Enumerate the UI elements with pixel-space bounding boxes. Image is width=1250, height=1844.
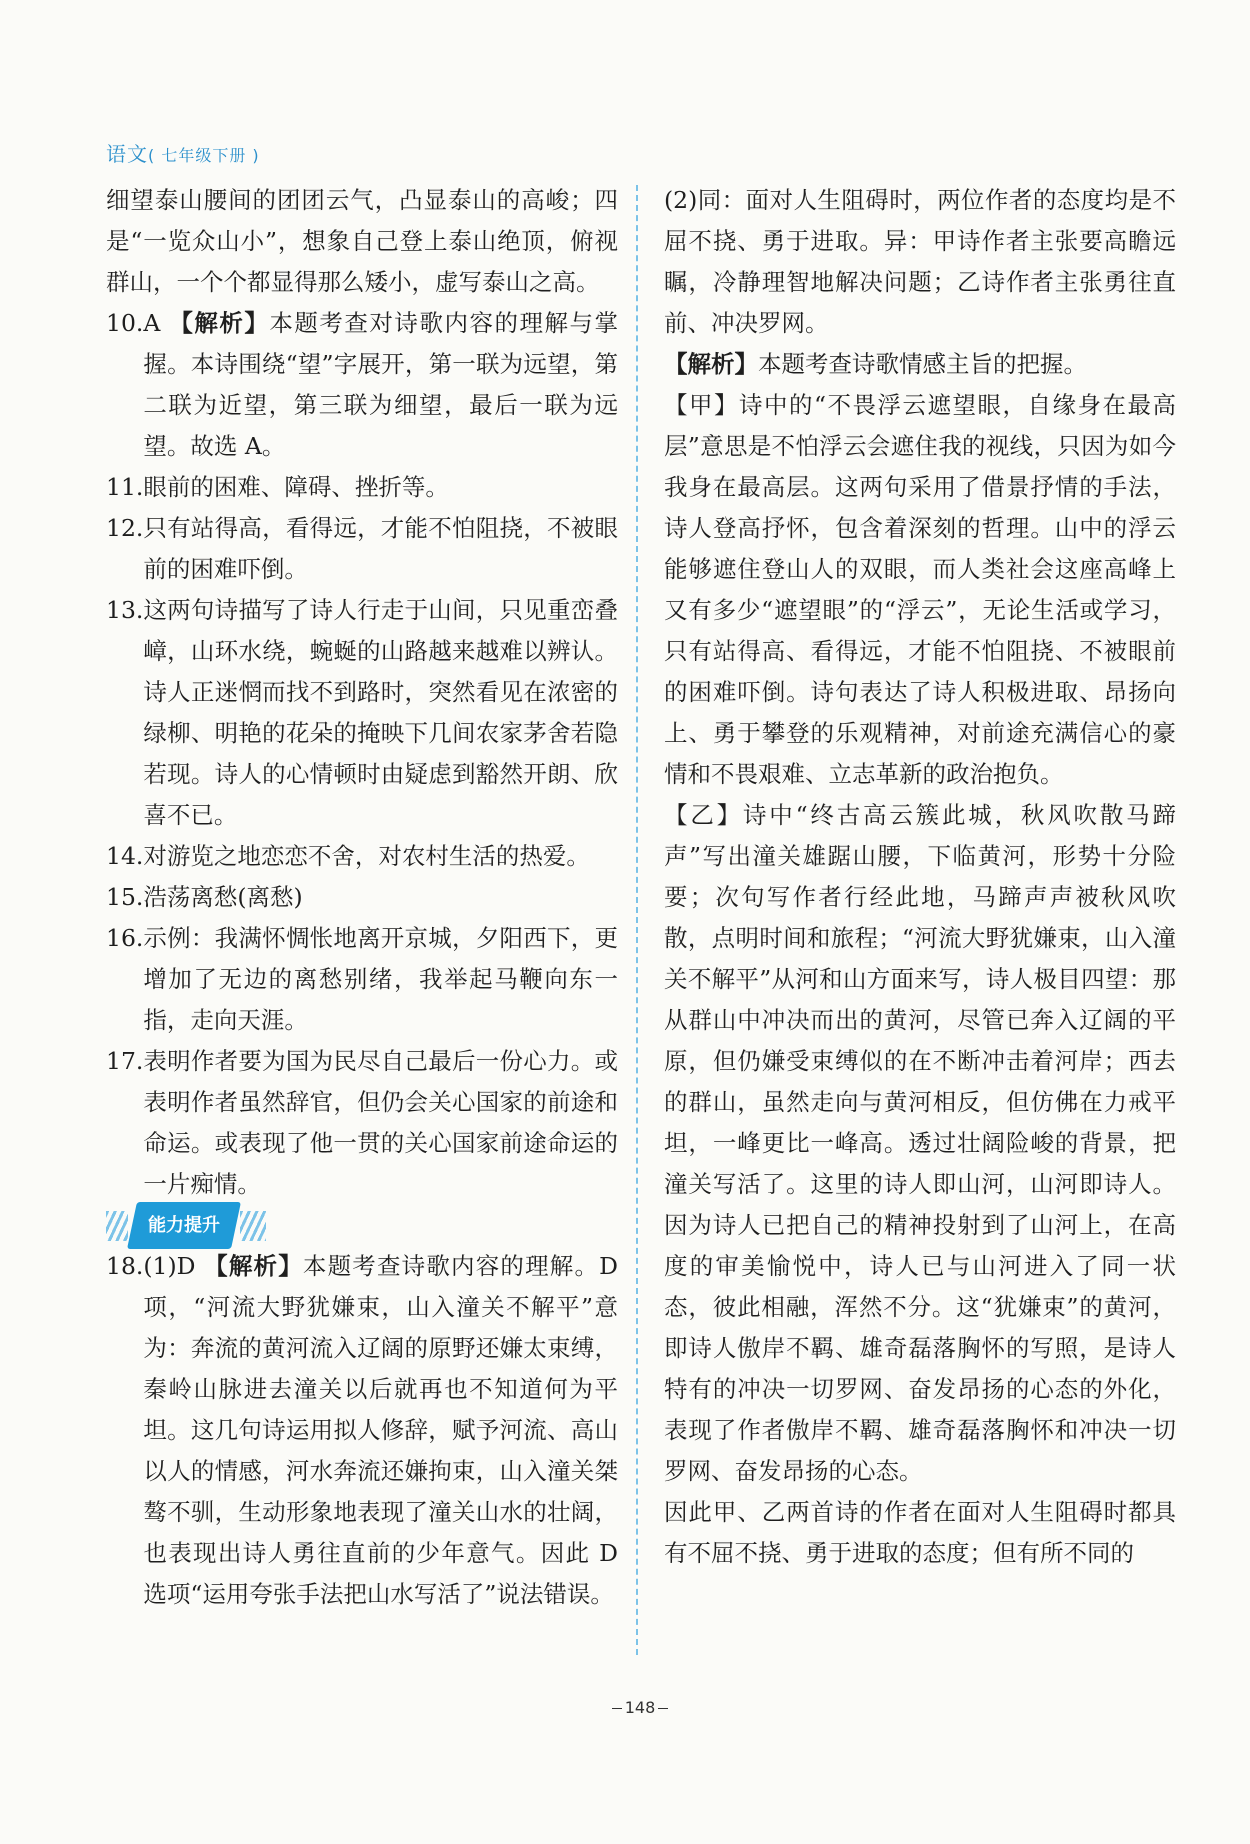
subject-title: 语文 <box>106 142 148 166</box>
page-number: 148 <box>612 1698 668 1717</box>
section-heading <box>106 1205 618 1246</box>
analysis-tag: 【解析】 <box>169 309 270 337</box>
analysis-tag: 【解析】 <box>204 1252 303 1280</box>
poem-b-analysis: 【乙】诗中“终古高云簇此城，秋风吹散马蹄声”写出潼关雄踞山腰，下临黄河，形势十分险要；次句写作者行经此地，马蹄声声被秋风吹散，点明时间和旅程；“河流大野犹嫌束，山入潼关不解平”从河和山方面来写，诗人极目四望：那从群山中冲决而出的黄河，尽管已奔入辽阔的平原，但仍嫌受束缚似的在不断冲击着河岸；西去的群山，虽然走向与黄河相反，但仿佛在力戒平坦，一峰更比一峰高。透过壮阔险峻的背景，把潼关写活了。这里的诗人即山河，山河即诗人。因为诗人已把自己的精神投射到了山河上，在高度的审美愉悦中，诗人已与山河进入了同一状态，彼此相融，浑然不分。这“犹嫌束”的黄河，即诗人傲岸不羁、雄奇磊落胸怀的写照，是诗人特有的冲决一切罗网、奋发昂扬的心态的外化，表现了作者傲岸不羁、雄奇磊落胸怀和冲决一切罗网、奋发昂扬的心态。 <box>664 801 1176 1485</box>
answer-item-17: 17. 表明作者要为国为民尽自己最后一份心力。或表明作者虽然辞官，但仍会关心国家的前途和命运。或表现了他一贯的关心国家前途命运的一片痴情。 <box>106 1047 618 1198</box>
answer-item-15: 15. 浩荡离愁(离愁) <box>106 883 303 911</box>
stripe-decoration <box>106 1211 128 1241</box>
analysis-tag: 【解析】 <box>664 350 758 378</box>
answer-item-12: 12. 只有站得高，看得远，才能不怕阻挠，不被眼前的困难吓倒。 <box>106 514 618 583</box>
answer-choice: (1)D <box>143 1252 196 1280</box>
column-divider <box>636 185 638 1655</box>
grade-subtitle: ( 七年级下册 ) <box>148 146 260 165</box>
answer-item-11: 11. 眼前的困难、障碍、挫折等。 <box>106 473 449 501</box>
answer-choice: A <box>143 309 161 337</box>
answer-18-2: (2)同：面对人生阻碍时，两位作者的态度均是不屈不挠、勇于进取。异：甲诗作者主张要高瞻远瞩，冷静理智地解决问题；乙诗作者主张勇往直前、冲决罗网。 <box>664 186 1176 337</box>
page-header <box>106 138 260 167</box>
conclusion-paragraph: 因此甲、乙两首诗的作者在面对人生阻碍时都具有不屈不挠、勇于进取的态度；但有所不同的 <box>664 1498 1176 1567</box>
answer-item-16: 16. 示例：我满怀惆怅地离开京城，夕阳西下，更增加了无边的离愁别绪，我举起马鞭向东一指，走向天涯。 <box>106 924 618 1034</box>
answer-item-13: 13. 这两句诗描写了诗人行走于山间，只见重峦叠嶂，山环水绕，蜿蜒的山路越来越难以辨认。诗人正迷惘而找不到路时，突然看见在浓密的绿柳、明艳的花朵的掩映下几间农家茅舍若隐若现。诗人的心情顿时由疑虑到豁然开朗、欣喜不已。 <box>106 596 618 829</box>
section-label: 能力提升 <box>148 1215 220 1236</box>
left-column <box>106 180 618 1615</box>
right-column <box>664 180 1176 1574</box>
answer-item-18: 18. (1)D 【解析】本题考查诗歌内容的理解。D项，“河流大野犹嫌束，山入潼关不解平”意为：奔流的黄河流入辽阔的原野还嫌太束缚，秦岭山脉进去潼关以后就再也不知道何为平坦。这几句诗运用拟人修辞，赋予河流、高山以人的情感，河水奔流还嫌拘束，山入潼关桀骜不驯，生动形象地表现了潼关山水的壮阔，也表现出诗人勇往直前的少年意气。因此 D 选项“运用夸张手法把山水写活了”说法错误。 <box>106 1252 618 1608</box>
continuation-paragraph: 细望泰山腰间的团团云气，凸显泰山的高峻；四是“一览众山小”，想象自己登上泰山绝顶，俯视群山，一个个都显得那么矮小，虚写泰山之高。 <box>106 186 618 296</box>
poem-a-analysis: 【甲】诗中的“不畏浮云遮望眼，自缘身在最高层”意思是不怕浮云会遮住我的视线，只因为如今我身在最高层。这两句采用了借景抒情的手法，诗人登高抒怀，包含着深刻的哲理。山中的浮云能够遮住登山人的双眼，而人类社会这座高峰上又有多少“遮望眼”的“浮云”，无论生活或学习，只有站得高、看得远，才能不怕阻挠、不被眼前的困难吓倒。诗句表达了诗人积极进取、昂扬向上、勇于攀登的乐观精神，对前途充满信心的豪情和不畏艰难、立志革新的政治抱负。 <box>664 391 1176 788</box>
stripe-decoration <box>240 1211 266 1241</box>
answer-item-10: 10. A 【解析】本题考查对诗歌内容的理解与掌握。本诗围绕“望”字展开，第一联为远望，第二联为近望，第三联为细望，最后一联为远望。故选 A。 <box>106 309 619 460</box>
answer-item-14: 14. 对游览之地恋恋不舍，对农村生活的热爱。 <box>106 842 590 870</box>
analysis-paragraph: 【解析】本题考查诗歌情感主旨的把握。 <box>664 350 1087 378</box>
